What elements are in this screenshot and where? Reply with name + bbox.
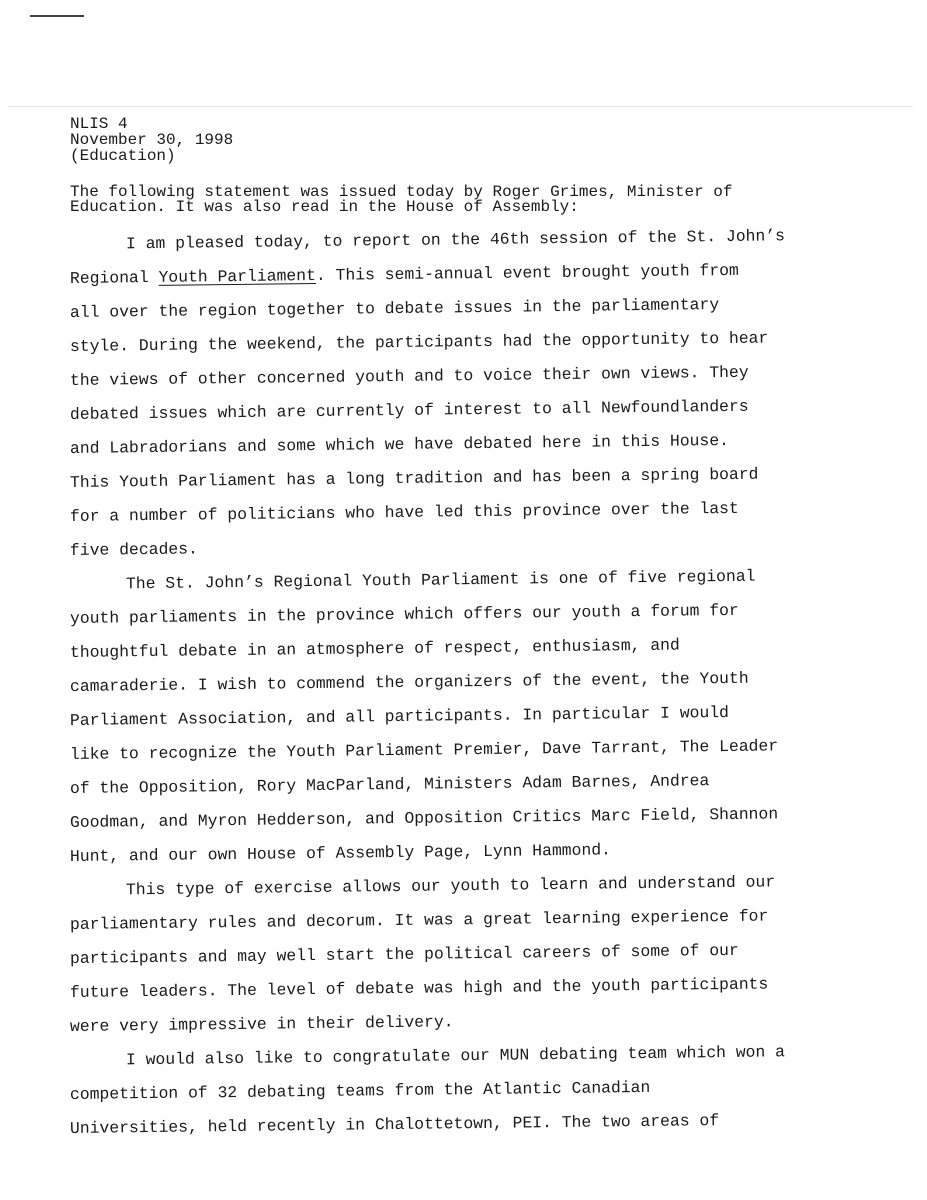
- intro-line: Education. It was also read in the House of Assembly:: [70, 198, 579, 216]
- text-line: future leaders. The level of debate was high and the youth participants: [69, 974, 769, 1002]
- text-line: parliamentary rules and decorum. It was a great learning experience for: [69, 906, 769, 934]
- text-line: I am pleased today, to report on the 46th session of the St. John’s: [125, 226, 786, 254]
- corner-mark: [30, 15, 84, 17]
- text-line: Universities, held recently in Chalottetown, PEI. The two areas of: [69, 1111, 720, 1138]
- press-release: [70, 116, 890, 1146]
- text-line: all over the region together to debate issues in the parliamentary: [69, 295, 720, 322]
- text-line: debated issues which are currently of interest to all Newfoundlanders: [69, 396, 749, 424]
- release-date: November 30, 1998: [70, 131, 234, 149]
- underlined-text: Youth Parliament: [158, 265, 317, 287]
- text-fragment: . This semi-annual event brought youth from: [315, 260, 739, 285]
- release-department: (Education): [70, 147, 176, 165]
- intro-line: The following statement was issued today by Roger Grimes, Minister of: [70, 183, 733, 201]
- text-line: participants and may well start the political careers of some of our: [69, 940, 739, 968]
- text-line: like to recognize the Youth Parliament Premier, Dave Tarrant, The Leader: [69, 736, 779, 764]
- paragraph-exercise-benefits: [70, 874, 890, 1044]
- text-line: and Labradorians and some which we have debated here in this House.: [69, 430, 730, 458]
- text-fragment: Regional: [69, 267, 159, 288]
- text-line: for a number of politicians who have led this province over the last: [69, 498, 739, 526]
- paragraph-mun-debating-team: [70, 1044, 890, 1146]
- text-line: Parliament Association, and all participants. In particular I would: [69, 702, 730, 730]
- paragraph-regional-parliaments: [70, 568, 890, 874]
- text-line: thoughtful debate in an atmosphere of respect, enthusiasm, and: [69, 635, 680, 662]
- paragraph-youth-parliament-session: [70, 228, 890, 568]
- text-line: five decades.: [69, 539, 198, 560]
- text-line: Hunt, and our own House of Assembly Page, Lynn Hammond.: [69, 840, 612, 866]
- text-line: of the Opposition, Rory MacParland, Ministers Adam Barnes, Andrea: [69, 771, 710, 798]
- text-line: camaraderie. I wish to commend the organizers of the event, the Youth: [69, 668, 749, 696]
- release-id: NLIS 4: [70, 115, 128, 133]
- text-line: were very impressive in their delivery.: [69, 1012, 454, 1036]
- text-line: youth parliaments in the province which offers our youth a forum for: [69, 600, 739, 628]
- fax-header-rule: [8, 106, 913, 107]
- intro-statement: [70, 185, 890, 215]
- text-line: Goodman, and Myron Hedderson, and Opposition Critics Marc Field, Shannon: [69, 804, 779, 832]
- text-line: The St. John’s Regional Youth Parliament is one of five regional: [125, 566, 756, 594]
- text-line: This type of exercise allows our youth to learn and understand our: [125, 872, 776, 900]
- text-line: style. During the weekend, the participants had the opportunity to hear: [69, 328, 769, 356]
- text-line: This Youth Parliament has a long tradition and has been a spring board: [69, 464, 759, 492]
- text-line: I would also like to congratulate our MUN debating team which won a: [125, 1042, 786, 1070]
- text-line: the views of other concerned youth and to voice their own views. They: [69, 362, 749, 390]
- text-line: competition of 32 debating teams from the Atlantic Canadian: [69, 1077, 651, 1104]
